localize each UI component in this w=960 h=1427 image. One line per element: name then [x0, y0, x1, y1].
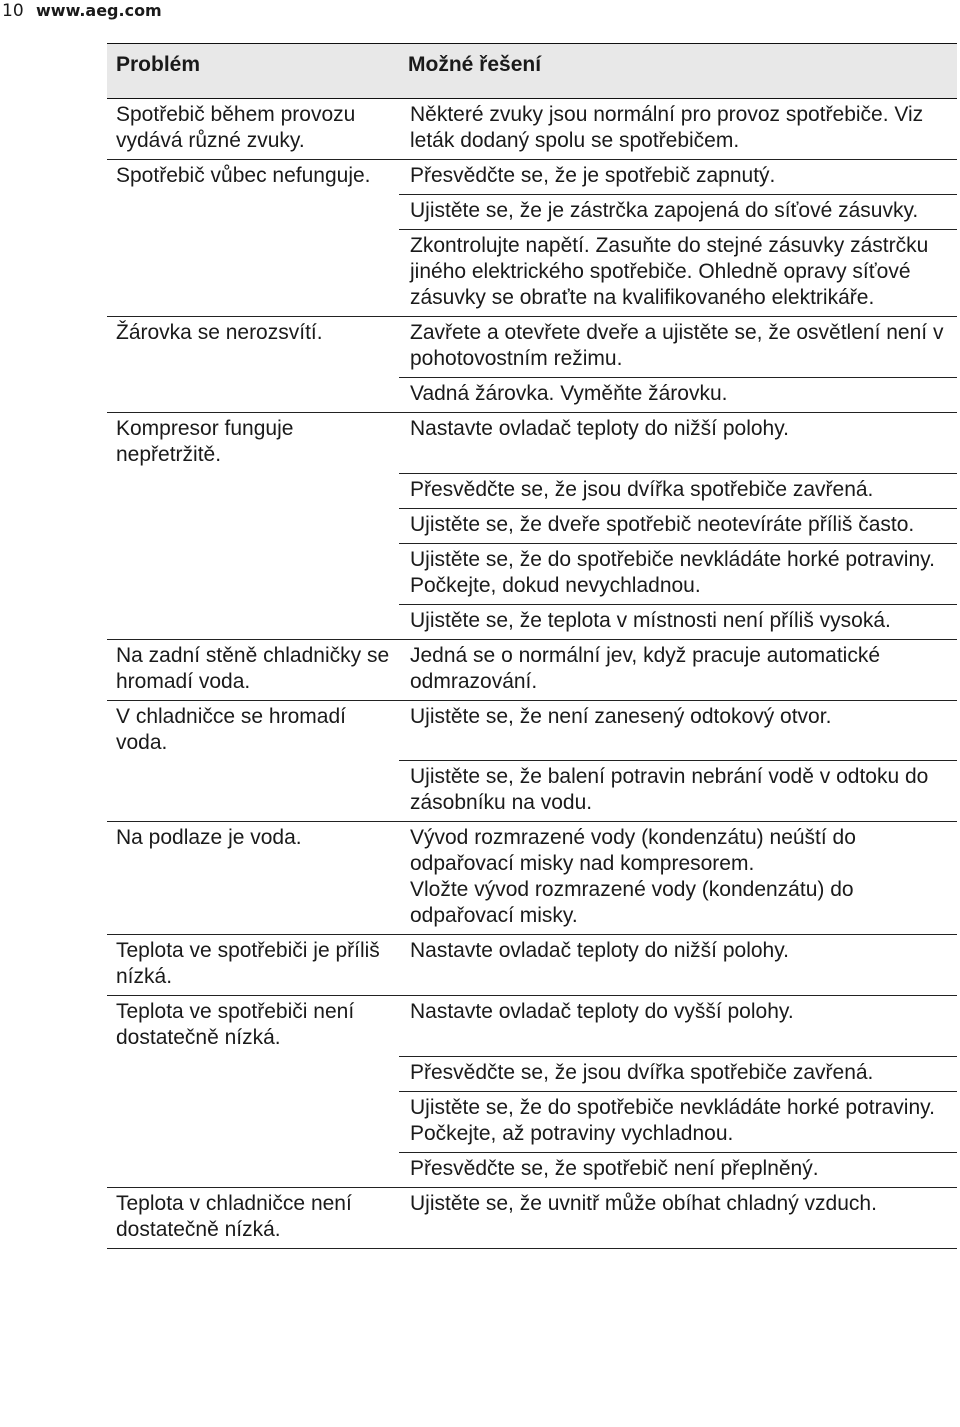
table-row [107, 1187, 957, 1248]
problem-cell [107, 543, 399, 604]
troubleshooting-table [107, 43, 957, 1249]
header-problem: Problém [107, 44, 399, 99]
problem-cell [107, 473, 399, 508]
table-row [107, 996, 957, 1057]
table-row [107, 195, 957, 230]
table-row [107, 473, 957, 508]
problem-cell: Na zadní stěně chladničky se hromadí voda. [107, 639, 399, 700]
problem-cell: Spotřebič během provozu vydává různé zvuky. [116, 103, 356, 152]
solution-text: Ujistěte se, že dveře spotřebič neotevíráte příliš často. [410, 512, 915, 536]
solution-cell [399, 508, 957, 543]
solution-text: Zkontrolujte napětí. Zasuňte do stejné zásuvky zástrčku jiného elektrického spotřebiče. Ohledně opravy síťové zásuvky se obraťte na kvalifikovaného elektrikáře. [410, 234, 929, 309]
solution-text: Ujistěte se, že není zanesený odtokový otvor. [410, 704, 832, 728]
solution-cell [399, 700, 957, 761]
problem-cell: V chladničce se hromadí voda. [107, 700, 399, 761]
solution-text: Vadná žárovka. Vyměňte žárovku. [410, 382, 728, 405]
solution-text: Přesvědčte se, že je spotřebič zapnutý. [410, 164, 776, 187]
solution-cell [399, 543, 957, 604]
solution-text-extra: Vložte vývod rozmrazené vody (kondenzátu) do odpařovací misky. [410, 878, 854, 927]
solution-cell [399, 378, 957, 413]
problem-cell [107, 195, 399, 230]
problem-cell [107, 1152, 399, 1187]
solution-cell [399, 935, 957, 996]
table-row [107, 543, 957, 604]
table-row [107, 1152, 957, 1187]
solution-cell [399, 1091, 957, 1152]
problem-cell [107, 761, 399, 822]
solution-text: Ujistěte se, že do spotřebiče nevkládáte horké potraviny. Počkejte, až potraviny vychladnou. [410, 1095, 935, 1145]
problem-cell: Spotřebič vůbec nefunguje. [107, 160, 399, 195]
table-row [107, 230, 957, 317]
solution-cell [399, 413, 957, 474]
solution-cell [399, 230, 957, 317]
problem-cell: Teplota v chladničce není dostatečně nízká. [107, 1187, 399, 1248]
table-row [107, 508, 957, 543]
solution-cell [399, 761, 957, 822]
problem-cell [107, 378, 399, 413]
solution-text: Vývod rozmrazené vody (kondenzátu) neúští do odpařovací misky nad kompresorem. [410, 826, 856, 875]
problem-cell: Žárovka se nerozsvítí. [107, 317, 399, 378]
problem-cell [107, 1056, 399, 1091]
solution-cell [399, 160, 957, 195]
solution-text: Nastavte ovladač teploty do nižší polohy. [410, 417, 789, 440]
problem-cell [107, 604, 399, 639]
solution-cell [399, 604, 957, 639]
problem-cell [107, 508, 399, 543]
table-row [107, 1056, 957, 1091]
solution-cell [399, 1056, 957, 1091]
table-row [107, 413, 957, 474]
page-header [0, 0, 960, 30]
solution-text: Jedná se o normální jev, když pracuje automatické odmrazování. [410, 643, 881, 693]
solution-text: Ujistěte se, že do spotřebiče nevkládáte horké potraviny. Počkejte, dokud nevychladnou. [410, 547, 935, 597]
solution-text: Nastavte ovladač teploty do vyšší polohy. [410, 1000, 794, 1023]
solution-text: Některé zvuky jsou normální pro provoz spotřebiče. Viz leták dodaný spolu se spotřebičem. [410, 103, 924, 152]
table-row [107, 700, 957, 761]
problem-cell [107, 230, 399, 317]
solution-text: Ujistěte se, že teplota v místnosti není příliš vysoká. [410, 608, 891, 632]
header-solution: Možné řešení [399, 44, 957, 99]
solution-text: Nastavte ovladač teploty do nižší polohy. [410, 939, 789, 962]
problem-cell: Na podlaze je voda. [107, 822, 399, 935]
solution-cell [399, 99, 957, 160]
solution-cell [399, 1187, 957, 1248]
table-row [107, 761, 957, 822]
problem-cell [107, 1091, 399, 1152]
solution-cell [399, 996, 957, 1057]
problem-cell: Kompresor funguje nepřetržitě. [107, 413, 399, 474]
solution-cell [399, 639, 957, 700]
table-row [107, 99, 957, 160]
table-row [107, 160, 957, 195]
problem-cell: Teplota ve spotřebiči není dostatečně nízká. [107, 996, 399, 1057]
table-row [107, 935, 957, 996]
table-row [107, 1091, 957, 1152]
table-row [107, 639, 957, 700]
table-header-row [107, 44, 957, 99]
solution-text: Přesvědčte se, že jsou dvířka spotřebiče zavřená. [410, 1060, 874, 1084]
solution-text: Ujistěte se, že uvnitř může obíhat chladný vzduch. [410, 1191, 877, 1215]
table-row [107, 317, 957, 378]
table-row [107, 604, 957, 639]
solution-text: Zavřete a otevřete dveře a ujistěte se, že osvětlení není v pohotovostním režimu. [410, 321, 944, 370]
solution-cell [399, 822, 957, 935]
table-row [107, 822, 957, 935]
solution-cell [399, 195, 957, 230]
solution-text: Ujistěte se, že balení potravin nebrání vodě v odtoku do zásobníku na vodu. [410, 765, 929, 814]
table-row [107, 378, 957, 413]
solution-cell [399, 473, 957, 508]
solution-text: Přesvědčte se, že spotřebič není přeplněný. [410, 1156, 819, 1180]
problem-cell: Teplota ve spotřebiči je příliš nízká. [107, 935, 399, 996]
solution-cell [399, 1152, 957, 1187]
solution-cell [399, 317, 957, 378]
solution-text: Přesvědčte se, že jsou dvířka spotřebiče zavřená. [410, 477, 874, 501]
solution-text: Ujistěte se, že je zástrčka zapojená do síťové zásuvky. [410, 199, 919, 222]
site-url: www.aeg.com [36, 1, 162, 20]
page-number: 10 [2, 1, 24, 21]
